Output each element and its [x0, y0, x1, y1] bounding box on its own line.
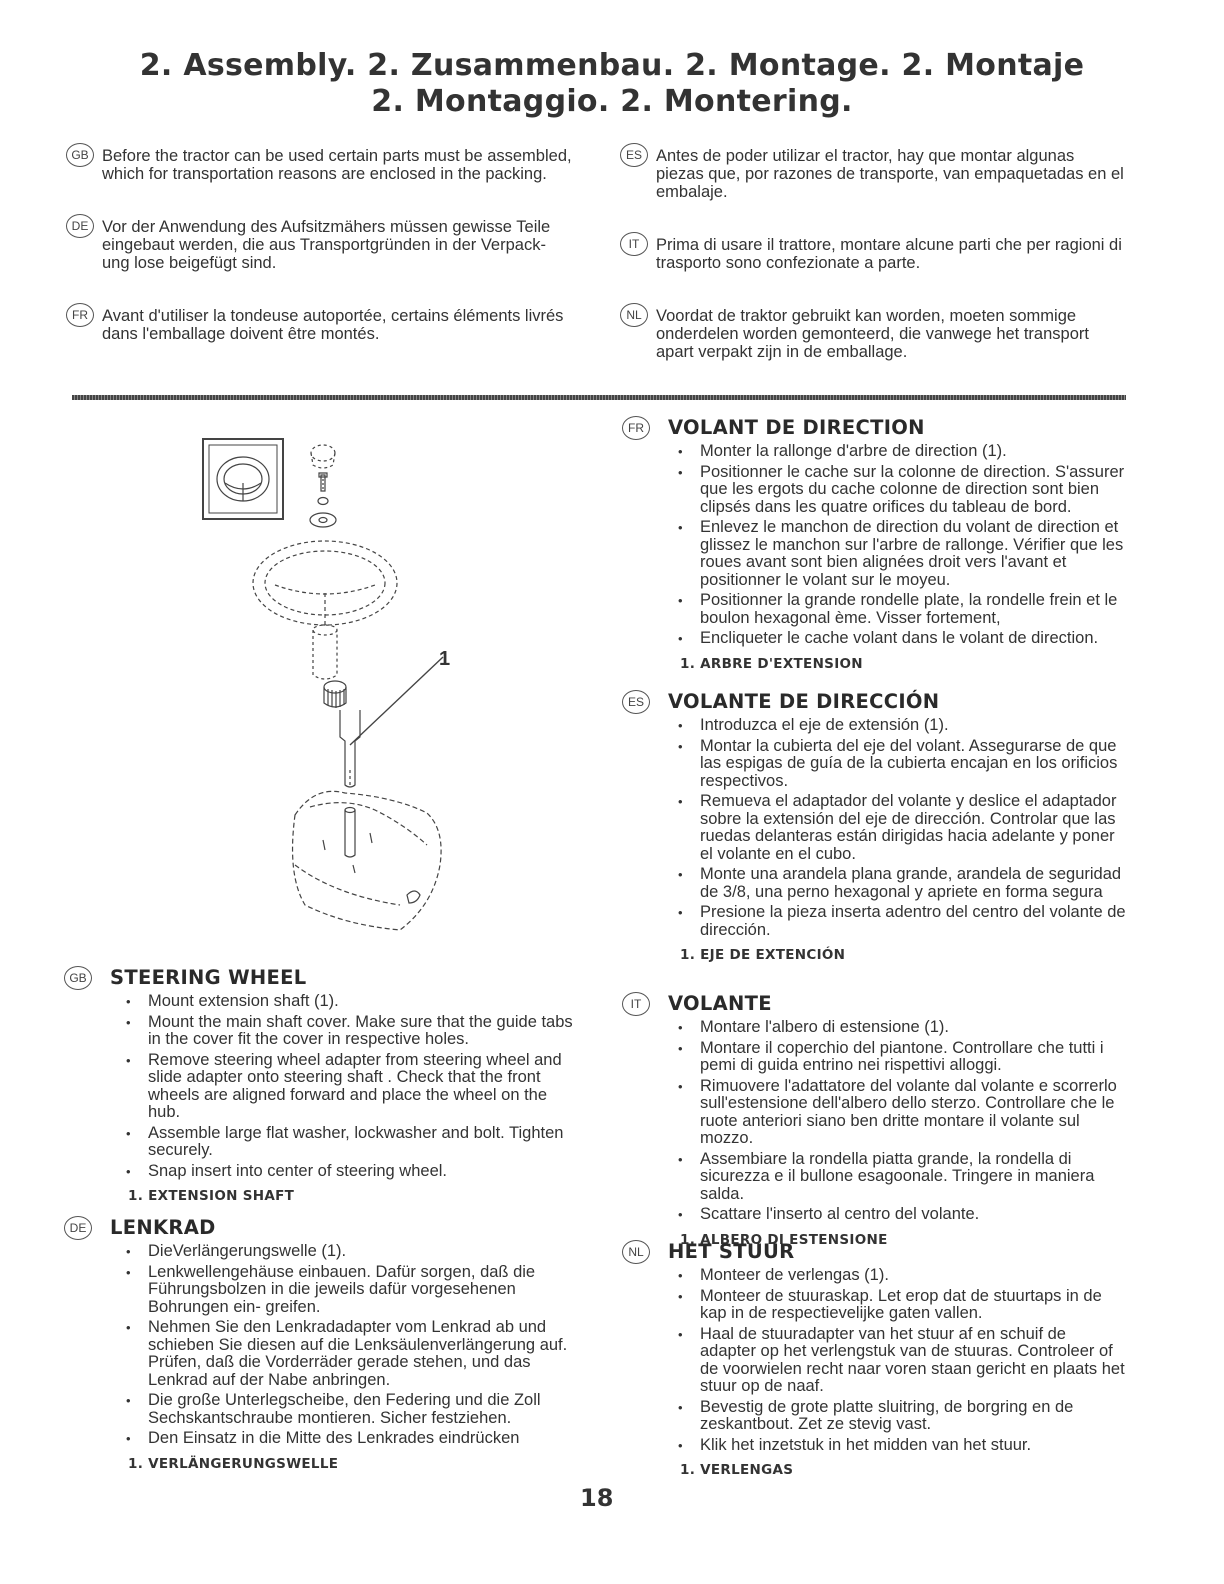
instruction-item: • Haal de stuuradapter van het stuur af en schuif de adapter op het verlengstuk van de stuuras. Controleer of de voorwielen recht naar voren staan gericht en plaats het stuur op de naaf.: [670, 1326, 1126, 1396]
instruction-item: • Presione la pieza inserta adentro del centro del volante de dirección.: [670, 904, 1126, 939]
page-title-line-2: 2. Montaggio. 2. Montering.: [371, 84, 853, 119]
instruction-item: • Den Einsatz in die Mitte des Lenkrades eindrücken: [118, 1430, 574, 1448]
intro-paragraph-fr: [66, 307, 572, 343]
intro-text-it: Prima di usare il trattore, montare alcune parti che per ragioni di trasporto sono confezionate a parte.: [656, 236, 1122, 272]
section-divider: [72, 395, 1126, 400]
language-badge-it: IT: [622, 992, 650, 1016]
intro-paragraph-de: [66, 218, 572, 272]
intro-text-fr: Avant d'utiliser la tondeuse autoportée, certains éléments livrés dans l'emballage doivent être montés.: [102, 307, 564, 343]
section-title: HET STUUR: [668, 1240, 795, 1264]
section-title: VOLANTE DE DIRECCIÓN: [668, 690, 940, 714]
figure-caption: 1. EJE DE EXTENCIÓN: [680, 947, 846, 963]
page-number: 18: [580, 1484, 614, 1512]
instruction-item: • DieVerlängerungswelle (1).: [118, 1243, 574, 1261]
intro-paragraph-nl: [620, 307, 1126, 361]
language-badge-es: ES: [620, 143, 648, 167]
intro-paragraph-gb: [66, 147, 572, 183]
section-title: VOLANT DE DIRECTION: [668, 416, 925, 440]
instruction-item: • Nehmen Sie den Lenkradadapter vom Lenkrad ab und schieben Sie diesen auf die Lenksäulenverlängerung auf. Prüfen, daß die Vorderräder gerade stehen, und das Lenkrad auf der Nabe anbringen.: [118, 1319, 574, 1389]
section-nl-het-stuur: [628, 1240, 1126, 1480]
language-badge-gb: GB: [64, 966, 92, 990]
section-header: [64, 966, 574, 990]
section-it-volante: [630, 992, 1126, 1249]
intro-text-de: Vor der Anwendung des Aufsitzmähers müssen gewisse Teile eingebaut werden, die aus Transportgründen in der Verpack-ung lose beigefügt sind.: [102, 218, 551, 272]
intro-left-column: [66, 147, 572, 343]
intro-paragraph-es: [620, 147, 1126, 201]
instruction-item: • Mount the main shaft cover. Make sure that the guide tabs in the cover fit the cover in respective holes.: [118, 1014, 574, 1049]
instruction-item: • Introduzca el eje de extensión (1).: [670, 717, 1126, 735]
section-de-lenkrad: [69, 1216, 574, 1473]
language-badge-fr: FR: [622, 416, 650, 440]
figure-caption: 1. VERLÄNGERUNGSWELLE: [128, 1455, 339, 1472]
instruction-item: • Snap insert into center of steering wheel.: [118, 1163, 574, 1181]
instruction-item: • Klik het inzetstuk in het midden van het stuur.: [670, 1437, 1126, 1455]
language-badge-es: ES: [622, 690, 650, 714]
page-title: [0, 48, 1224, 120]
instruction-list: [118, 993, 574, 1180]
instruction-item: • Scattare l'inserto al centro del volante.: [670, 1206, 1126, 1224]
section-title: VOLANTE: [668, 992, 772, 1016]
instruction-item: • Assembiare la rondella piatta grande, la rondella di sicurezza e il bullone esagoonale. Tringere in maniera salda.: [670, 1151, 1126, 1204]
figure-caption: 1. VERLENGAS: [680, 1462, 794, 1478]
instruction-item: • Monte una arandela plana grande, arandela de seguridad de 3/8, una perno hexagonal y apriete en forma segura: [670, 866, 1126, 901]
intro-paragraph-it: [620, 236, 1126, 272]
instruction-item: • Die große Unterlegscheibe, den Federing und die Zoll Sechskantschraube montieren. Sicher festziehen.: [118, 1392, 574, 1427]
intro-text-nl: Voordat de traktor gebruikt kan worden, moeten sommige onderdelen worden gemonteerd, die vanwege het transport apart verpakt zijn in de emballage.: [656, 307, 1089, 361]
language-badge-de: DE: [66, 214, 94, 238]
instruction-list: [670, 1267, 1126, 1454]
instruction-item: • Montare l'albero di estensione (1).: [670, 1019, 1126, 1037]
instruction-item: • Rimuovere l'adattatore del volante dal volante e scorrerlo sull'estensione dell'albero dello sterzo. Controllare che le ruote anteriori siano ben dritte montare il volante sul mozzo.: [670, 1078, 1126, 1148]
intro-right-column: [620, 147, 1126, 361]
instruction-item: • Remueva el adaptador del volante y deslice el adaptador sobre la extensión del eje de dirección. Controlar que las ruedas delanteras están dirigidas hacia adelante y poner el volante en el cubo.: [670, 793, 1126, 863]
section-title: STEERING WHEEL: [110, 966, 307, 990]
page-title-line-1: 2. Assembly. 2. Zusammenbau. 2. Montage. 2. Montaje: [139, 48, 1085, 83]
section-fr-volant-de-direction: [628, 416, 1126, 673]
instruction-item: • Positionner la grande rondelle plate, la rondelle frein et le boulon hexagonal ème. Visser fortement,: [670, 592, 1126, 627]
callout-number-1: 1: [439, 648, 451, 670]
instruction-list: [118, 1243, 574, 1448]
section-title: LENKRAD: [110, 1216, 216, 1240]
section-gb-steering-wheel: [69, 966, 574, 1206]
language-badge-nl: NL: [620, 303, 648, 327]
instruction-item: • Monteer de verlengas (1).: [670, 1267, 1126, 1285]
section-header: [622, 1240, 1126, 1264]
instruction-item: • Montar la cubierta del eje del volant. Assegurarse de que las espigas de guía de la cubierta encajan en los orificios respectivos.: [670, 738, 1126, 791]
section-es-volante-de-direccion: [627, 690, 1126, 965]
section-header: [622, 416, 1126, 440]
instruction-item: • Monter la rallonge d'arbre de direction (1).: [670, 443, 1126, 461]
instruction-list: [670, 1019, 1126, 1224]
instruction-item: • Assemble large flat washer, lockwasher and bolt. Tighten securely.: [118, 1125, 574, 1160]
figure-caption: 1. ARBRE D'EXTENSION: [680, 655, 863, 672]
instruction-item: • Remove steering wheel adapter from steering wheel and slide adapter onto steering shaft . Check that the front wheels are aligned forward and place the wheel on the hub.: [118, 1052, 574, 1122]
instruction-item: • Encliqueter le cache volant dans le volant de direction.: [670, 630, 1126, 648]
language-badge-it: IT: [620, 232, 648, 256]
instruction-list: [670, 443, 1126, 648]
instruction-item: • Bevestig de grote platte sluitring, de borgring en de zeskantbout. Zet ze stevig vast.: [670, 1399, 1126, 1434]
instruction-item: • Mount extension shaft (1).: [118, 993, 574, 1011]
language-badge-fr: FR: [66, 303, 94, 327]
steering-wheel-assembly-diagram: [195, 425, 485, 955]
section-header: [64, 1216, 574, 1240]
instruction-item: • Positionner le cache sur la colonne de direction. S'assurer que les ergots du cache colonne de direction sont bien clipsés dans les quatre orifices du tableau de bord.: [670, 464, 1126, 517]
language-badge-nl: NL: [622, 1240, 650, 1264]
instruction-item: • Monteer de stuuraskap. Let erop dat de stuurtaps in de kap in de respectievelijke gaten vallen.: [670, 1288, 1126, 1323]
language-badge-gb: GB: [66, 143, 94, 167]
instruction-item: • Enlevez le manchon de direction du volant de direction et glissez le manchon sur l'arbre de rallonge. Vérifier que les roues avant sont bien alignées droit vers l'avant et positionner le volant sur le moyeu.: [670, 519, 1126, 589]
intro-text-gb: Before the tractor can be used certain parts must be assembled, which for transportation reasons are enclosed in the packing.: [102, 147, 572, 183]
figure-caption: 1. EXTENSION SHAFT: [128, 1188, 295, 1204]
instruction-item: • Montare il coperchio del piantone. Controllare che tutti i pemi di guida entrino nei rispettivi alloggi.: [670, 1040, 1126, 1075]
section-header: [622, 690, 1126, 714]
section-header: [622, 992, 1126, 1016]
figure-caption: 1. ALBERO DI ESTENSIONE: [680, 1231, 888, 1248]
intro-text-es: Antes de poder utilizar el tractor, hay que montar algunas piezas que, por razones de transporte, van empaquetadas en el embalaje.: [656, 147, 1124, 201]
instruction-item: • Lenkwellengehäuse einbauen. Dafür sorgen, daß die Führungsbolzen in die jeweils dafür vorgesehenen Bohrungen ein- greifen.: [118, 1264, 574, 1317]
instruction-list: [670, 717, 1126, 939]
language-badge-de: DE: [64, 1216, 92, 1240]
